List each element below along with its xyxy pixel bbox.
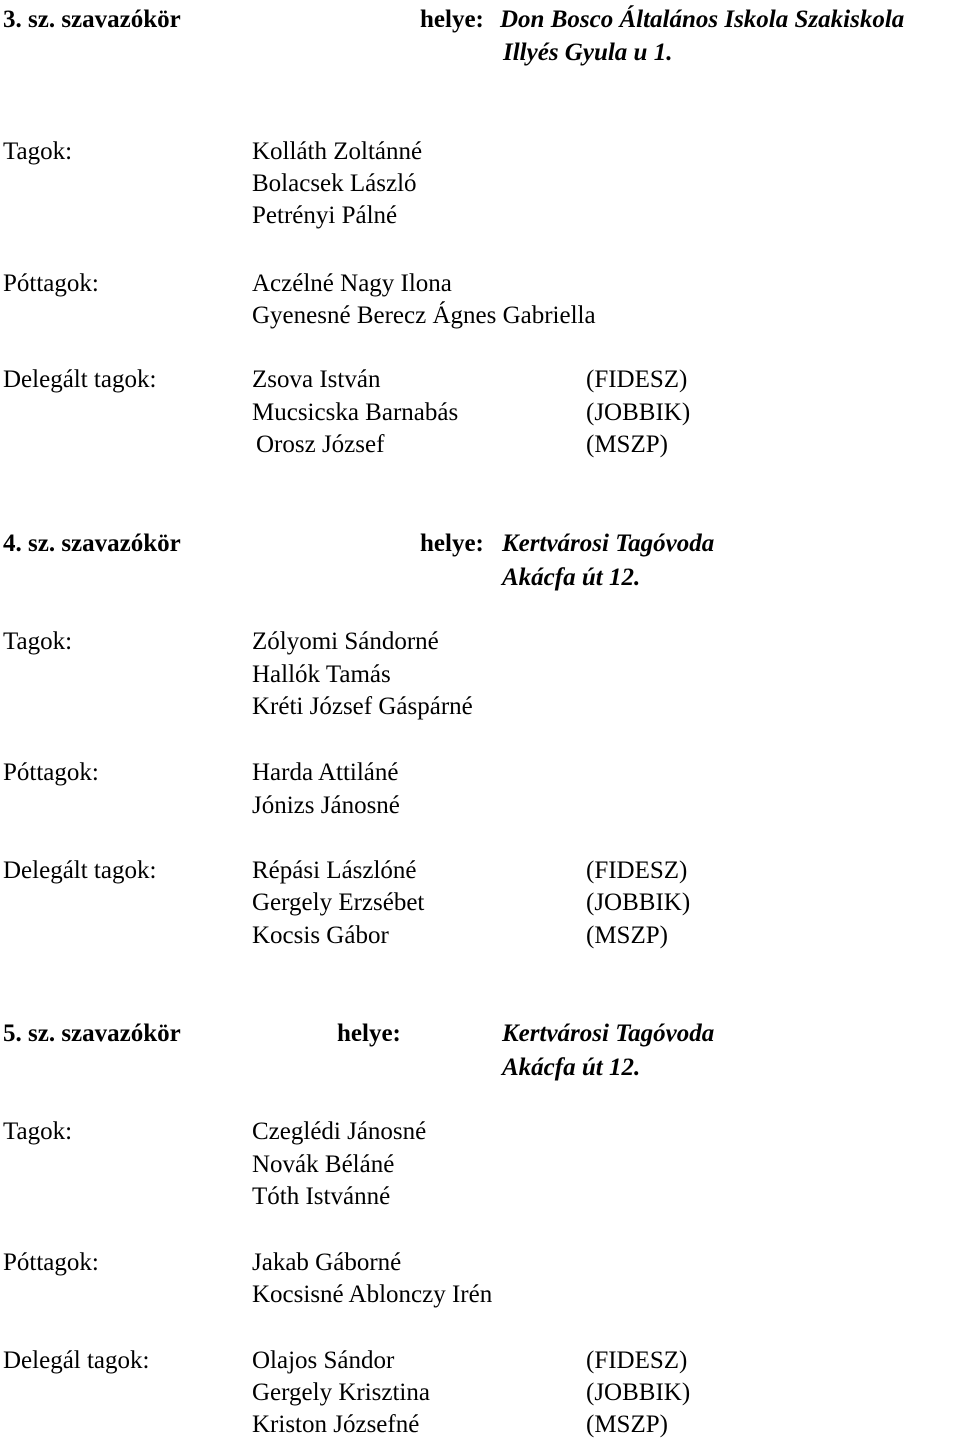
members-label: Tagok: xyxy=(3,138,73,165)
delegate-party: (MSZP) xyxy=(586,431,668,458)
substitute-name: Kocsisné Ablonczy Irén xyxy=(252,1281,493,1308)
location-line-2: Akácfa út 12. xyxy=(502,564,641,591)
member-name: Bolacsek László xyxy=(252,170,417,197)
delegate-party: (MSZP) xyxy=(586,922,668,949)
delegate-name: Mucsicska Barnabás xyxy=(252,399,459,426)
member-name: Novák Béláné xyxy=(252,1151,395,1178)
location-line-2: Akácfa út 12. xyxy=(502,1054,641,1081)
delegate-name: Olajos Sándor xyxy=(252,1347,395,1374)
delegate-name: Kriston Józsefné xyxy=(252,1411,420,1438)
delegate-party: (JOBBIK) xyxy=(586,399,691,426)
substitutes-label: Póttagok: xyxy=(3,270,99,297)
station-title: 4. sz. szavazókör xyxy=(3,530,181,557)
location-label: helye: xyxy=(420,6,484,33)
delegate-party: (JOBBIK) xyxy=(586,889,691,916)
delegate-name: Gergely Krisztina xyxy=(252,1379,430,1406)
location-line-1: Kertvárosi Tagóvoda xyxy=(502,530,715,557)
station-title: 3. sz. szavazókör xyxy=(3,6,181,33)
member-name: Hallók Tamás xyxy=(252,661,391,688)
delegate-name: Gergely Erzsébet xyxy=(252,889,425,916)
member-name: Czeglédi Jánosné xyxy=(252,1118,427,1145)
member-name: Petrényi Pálné xyxy=(252,202,398,229)
substitute-name: Aczélné Nagy Ilona xyxy=(252,270,452,297)
members-label: Tagok: xyxy=(3,628,73,655)
substitute-name: Gyenesné Berecz Ágnes Gabriella xyxy=(252,302,596,329)
member-name: Kolláth Zoltánné xyxy=(252,138,423,165)
delegates-label: Delegált tagok: xyxy=(3,366,157,393)
station-title: 5. sz. szavazókör xyxy=(3,1020,181,1047)
substitutes-label: Póttagok: xyxy=(3,759,99,786)
delegate-party: (FIDESZ) xyxy=(586,857,688,884)
member-name: Kréti József Gáspárné xyxy=(252,693,473,720)
substitutes-label: Póttagok: xyxy=(3,1249,99,1276)
delegate-name: Kocsis Gábor xyxy=(252,922,389,949)
delegate-name: Zsova István xyxy=(252,366,381,393)
substitute-name: Harda Attiláné xyxy=(252,759,399,786)
location-line-1: Don Bosco Általános Iskola Szakiskola xyxy=(500,6,905,33)
location-label: helye: xyxy=(337,1020,401,1047)
delegate-party: (JOBBIK) xyxy=(586,1379,691,1406)
delegate-party: (MSZP) xyxy=(586,1411,668,1438)
member-name: Tóth Istvánné xyxy=(252,1183,391,1210)
delegate-name: Orosz József xyxy=(256,431,385,458)
delegates-label: Delegál tagok: xyxy=(3,1347,150,1374)
members-label: Tagok: xyxy=(3,1118,73,1145)
delegate-name: Répási Lászlóné xyxy=(252,857,417,884)
delegate-party: (FIDESZ) xyxy=(586,1347,688,1374)
location-line-2: Illyés Gyula u 1. xyxy=(503,39,673,66)
delegate-party: (FIDESZ) xyxy=(586,366,688,393)
delegates-label: Delegált tagok: xyxy=(3,857,157,884)
substitute-name: Jónizs Jánosné xyxy=(252,792,400,819)
location-line-1: Kertvárosi Tagóvoda xyxy=(502,1020,715,1047)
substitute-name: Jakab Gáborné xyxy=(252,1249,402,1276)
member-name: Zólyomi Sándorné xyxy=(252,628,439,655)
location-label: helye: xyxy=(420,530,484,557)
